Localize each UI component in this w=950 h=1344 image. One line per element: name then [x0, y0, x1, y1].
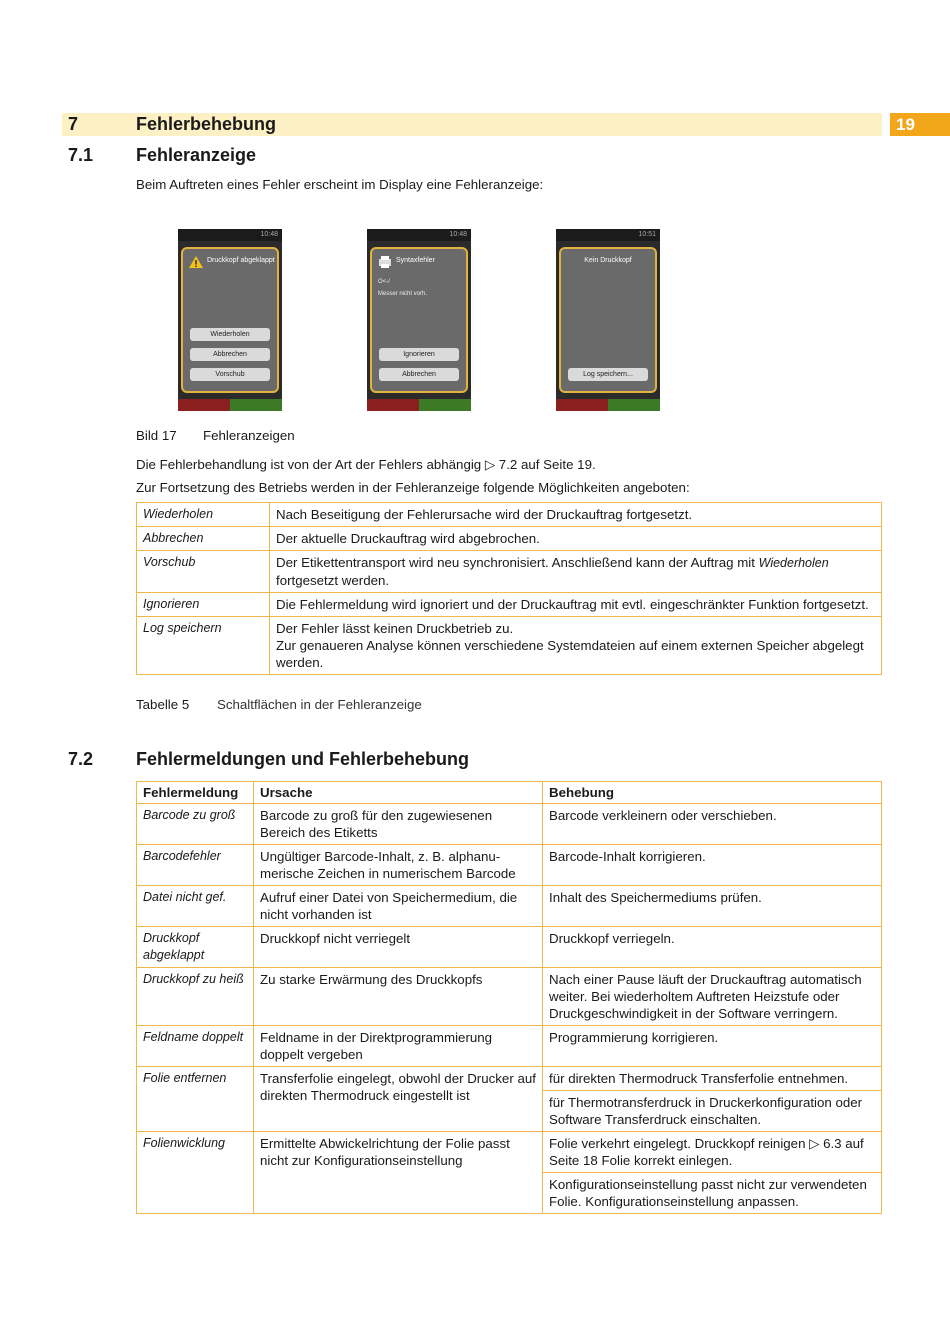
ignore-button[interactable]: Ignorieren — [379, 348, 459, 361]
intro-text: Beim Auftreten eines Fehler erscheint im Display eine Fehleranzeige: — [136, 177, 544, 192]
dialog-title: Syntaxfehler — [396, 257, 435, 264]
feed-button[interactable]: Vorschub — [190, 368, 270, 381]
dialog-title: Druckkopf abgeklappt — [207, 257, 275, 264]
table-label: Tabelle 5 — [136, 697, 190, 712]
buttons-table — [136, 502, 882, 675]
display-screenshot-1 — [178, 229, 282, 411]
error-dialog — [559, 247, 657, 393]
table-row: Vorschub Der Etikettentransport wird neu synchronisiert. Anschließend kann der Auftrag mit Wiederholen fortgesetzt werden. — [137, 551, 882, 593]
table-row: Datei nicht gef. Aufruf einer Datei von Speichermedium, die nicht vorhanden ist Inhalt des Speichermediums prüfen. — [137, 886, 882, 927]
section-title: Fehleranzeige — [136, 145, 257, 165]
paragraph-2: Zur Fortsetzung des Betriebs werden in der Fehleranzeige folgende Möglichkeiten angeboten: — [136, 480, 690, 495]
error-dialog — [181, 247, 279, 393]
dialog-line: O<-/ — [378, 279, 390, 285]
printer-error-icon — [378, 256, 392, 268]
chapter-number: 7 — [68, 114, 79, 134]
table-row: Log speichern Der Fehler lässt keinen Druckbetrieb zu. Zur genaueren Analyse können verschiedene Systemdateien auf einem externen Speicher abgelegt werden. — [137, 617, 882, 675]
table-row: Feldname doppelt Feldname in der Direktprogrammierung doppelt vergeben Programmierung korrigieren. — [137, 1026, 882, 1067]
table-row: für Thermotransferdruck in Druckerkonfiguration oder Software Transferdruck einschalten. — [137, 1091, 882, 1132]
retry-button[interactable]: Wiederholen — [190, 328, 270, 341]
table-row: Ignorieren Die Fehlermeldung wird ignoriert und der Druckauftrag mit evtl. eingeschränkter Funktion fortgesetzt. — [137, 593, 882, 617]
figure-label: Bild 17 — [136, 428, 177, 443]
cross-reference-link[interactable]: ▷ 7.2 auf Seite 19. — [484, 457, 596, 472]
table-row: Druckkopf abgeklappt Druckkopf nicht verriegelt Druckkopf verriegeln. — [137, 927, 882, 968]
figure-caption: Fehleranzeigen — [203, 428, 295, 443]
table-row: Barcode zu groß Barcode zu groß für den zugewiesenen Bereich des Etiketts Barcode verkleinern oder verschieben. — [137, 804, 882, 845]
table-row: Abbrechen Der aktuelle Druckauftrag wird abgebrochen. — [137, 527, 882, 551]
table-row: Konfigurationseinstellung passt nicht zur verwendeten Folie. Konfigurationseinstellung anpassen. — [137, 1173, 882, 1214]
display-screenshot-2 — [367, 229, 471, 411]
table-row: Wiederholen Nach Beseitigung der Fehlerursache wird der Druckauftrag fortgesetzt. — [137, 503, 882, 527]
cancel-button[interactable]: Abbrechen — [190, 348, 270, 361]
dialog-title: Kein Druckkopf — [584, 257, 632, 264]
paragraph-1: Die Fehlerbehandlung ist von der Art der Fehlers abhängig ▷ 7.2 auf Seite 19. — [136, 457, 596, 472]
cancel-button[interactable]: Abbrechen — [379, 368, 459, 381]
page-number: 19 — [890, 113, 950, 136]
status-bar: 10:48 — [367, 229, 471, 241]
table-row: Barcodefehler Ungültiger Barcode-Inhalt, z. B. alphanumerische Zeichen in numerischem Barcode Barcode-Inhalt korrigieren. — [137, 845, 882, 886]
display-screenshot-3 — [556, 229, 660, 411]
table-caption: Schaltflächen in der Fehleranzeige — [217, 697, 422, 712]
table-row: Druckkopf zu heiß Zu starke Erwärmung des Druckkopfs Nach einer Pause läuft der Druckauftrag automatisch weiter. Bei wiederholtem Auftreten Heizstufe oder Druckgeschwindigkeit in der Software verringern. — [137, 968, 882, 1026]
section-number: 7.2 — [68, 749, 94, 769]
status-bar: 10:48 — [178, 229, 282, 241]
save-log-button[interactable]: Log speichern... — [568, 368, 648, 381]
error-messages-table — [136, 781, 882, 1214]
dialog-line: Messer nicht vorh. — [378, 291, 428, 297]
status-bar: 10:51 — [556, 229, 660, 241]
section-title: Fehlermeldungen und Fehlerbehebung — [136, 749, 470, 769]
table-row: Folie entfernen Transferfolie eingelegt, obwohl der Drucker auf direkten Thermodruck eingestellt ist für direkten Thermodruck Transferfolie entnehmen. — [137, 1067, 882, 1091]
table-header-row: Fehlermeldung Ursache Behebung — [137, 782, 882, 804]
section-number: 7.1 — [68, 145, 94, 165]
table-row: Folienwicklung Ermittelte Abwickelrichtung der Folie passt nicht zur Konfigurationseinstellung Folie verkehrt eingelegt. Druckkopf reinigen ▷ 6.3 auf Seite 18 Folie korrekt einlegen. — [137, 1132, 882, 1173]
chapter-title: Fehlerbehebung — [136, 114, 277, 134]
error-dialog — [370, 247, 468, 393]
warning-icon — [189, 256, 203, 268]
